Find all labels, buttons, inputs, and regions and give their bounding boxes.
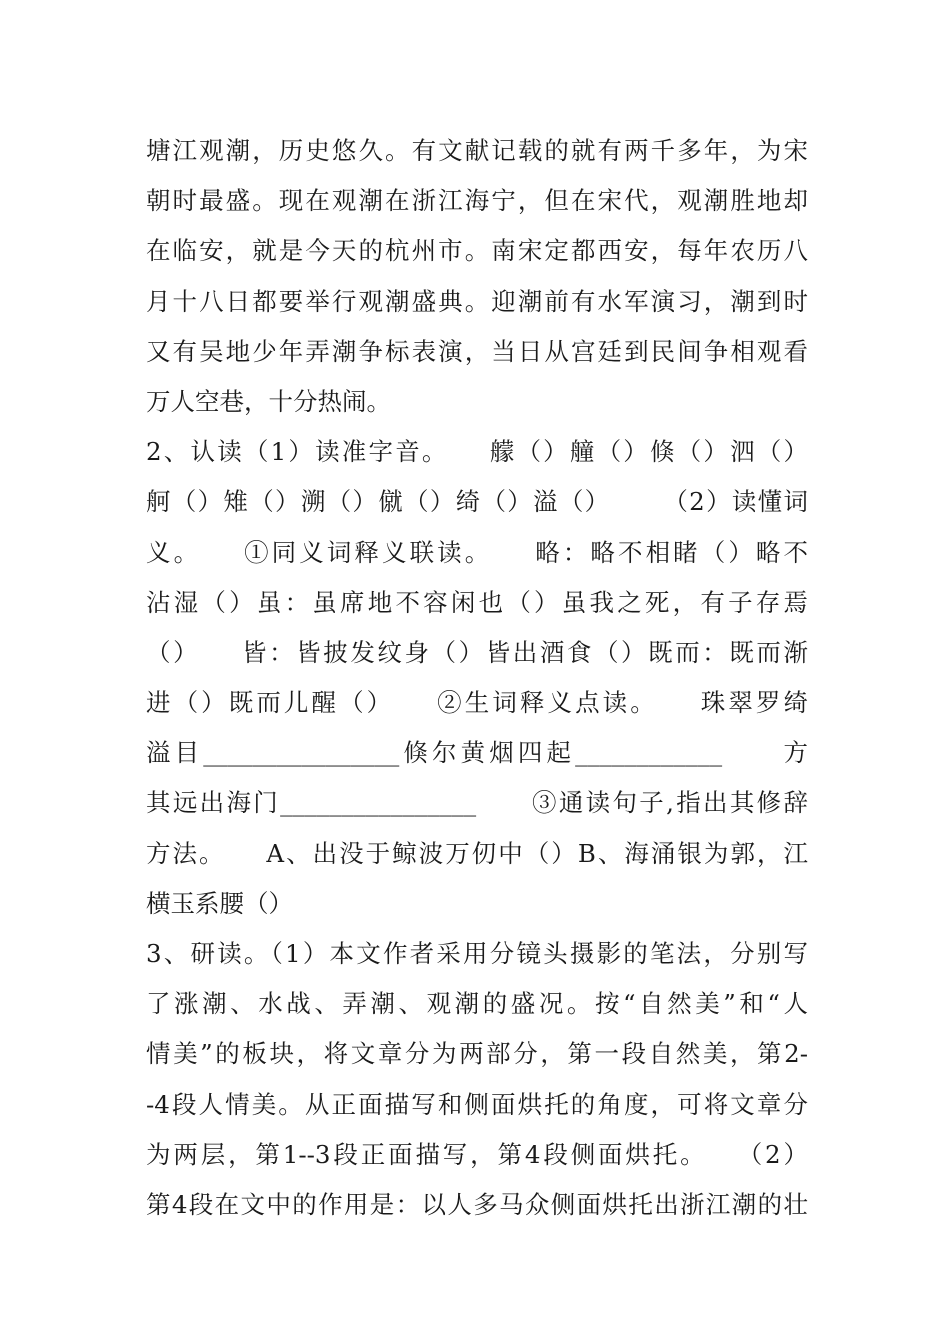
text-line: 义。 ①同义词释义联读。 略：略不相睹（）略不 — [146, 537, 808, 567]
text-line: 情美”的板块，将文章分为两部分，第一段自然美，第2- — [146, 1039, 808, 1069]
text-line: 为两层，第1--3段正面描写，第4段侧面烘托。 （2） — [146, 1139, 808, 1169]
text-line: 其远出海门________________ ③通读句子,指出其修辞 — [146, 788, 808, 818]
text-line: 万人空巷，十分热闹。 — [146, 386, 391, 416]
text-line: 溢目________________倏尔黄烟四起____________ 方 — [146, 738, 808, 768]
text-line: 2、认读（1）读准字音。 艨（）艟（）倏（）泗（） — [146, 437, 808, 467]
text-line: 3、研读。（1）本文作者采用分镜头摄影的笔法，分别写 — [146, 939, 808, 968]
text-line: 在临安，就是今天的杭州市。南宋定都西安，每年农历八 — [146, 236, 808, 266]
body-text — [146, 126, 808, 1230]
text-line: 沾湿（）虽：虽席地不容闲也（）虽我之死，有子存焉 — [146, 587, 808, 617]
text-line: 月十八日都要举行观潮盛典。迎潮前有水军演习，潮到时 — [146, 286, 808, 316]
text-line: 第4段在文中的作用是：以人多马众侧面烘托出浙江潮的壮 — [146, 1189, 808, 1219]
text-line: -4段人情美。从正面描写和侧面烘托的角度，可将文章分 — [146, 1089, 808, 1119]
text-line: 塘江观潮，历史悠久。有文献记载的就有两千多年，为宋 — [146, 136, 808, 165]
text-line: 方法。 A、出没于鲸波万仞中（）B、海涌银为郭，江 — [146, 838, 808, 868]
text-line: （） 皆：皆披发纹身（）皆出酒食（）既而：既而渐 — [146, 637, 808, 667]
text-line: 进（）既而儿醒（） ②生词释义点读。 珠翠罗绮 — [146, 688, 808, 718]
text-line: 舸（）雉（）溯（）僦（）绮（）溢（） （2）读懂词 — [146, 487, 808, 517]
text-line: 横玉系腰（） — [146, 888, 293, 918]
text-line: 了涨潮、水战、弄潮、观潮的盛况。按“自然美”和“人 — [146, 989, 808, 1019]
text-line: 朝时最盛。现在观潮在浙江海宁，但在宋代，观潮胜地却 — [146, 186, 808, 216]
text-line: 又有吴地少年弄潮争标表演，当日从宫廷到民间争相观看 — [146, 336, 808, 366]
